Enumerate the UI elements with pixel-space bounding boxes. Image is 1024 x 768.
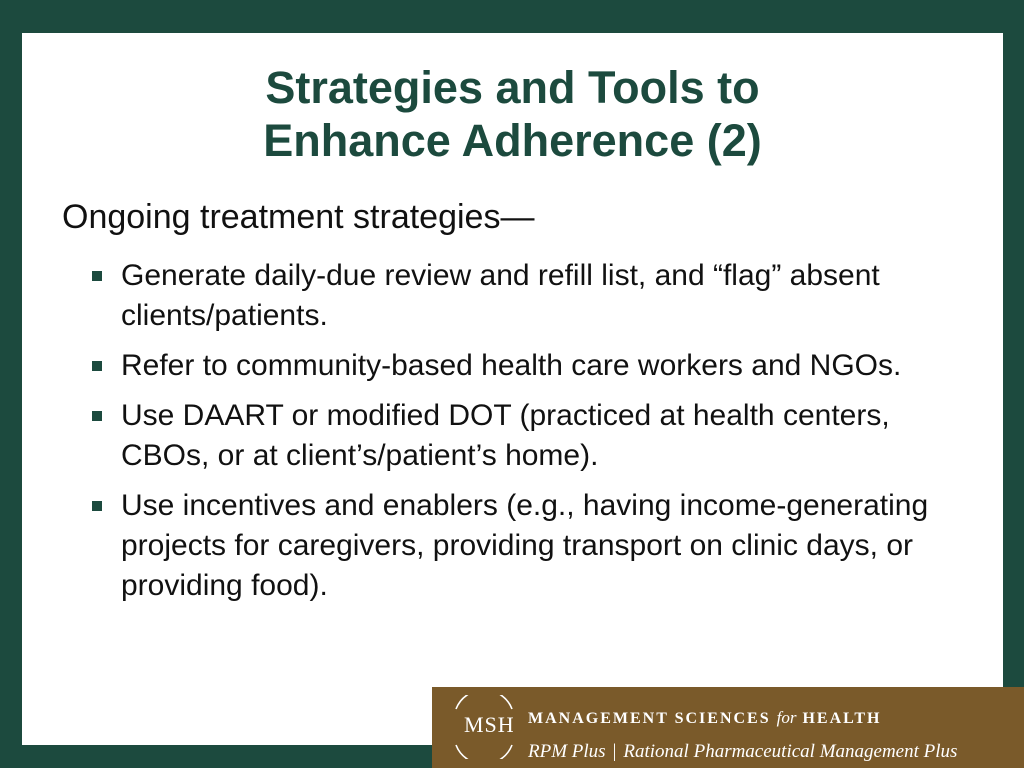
msh-logo-icon <box>444 695 524 759</box>
lead-text: Ongoing treatment strategies— <box>62 198 535 236</box>
bullet-text: Generate daily-due review and refill list, and “flag” absent clients/patients. <box>121 259 880 332</box>
bullet-square-icon <box>92 361 102 371</box>
program-separator: | <box>612 741 617 762</box>
bullet-item <box>90 256 940 336</box>
org-name-for: for <box>776 708 797 727</box>
bullet-square-icon <box>92 501 102 511</box>
program-tagline <box>528 741 957 763</box>
bullet-item <box>90 346 940 386</box>
bullet-text: Use incentives and enablers (e.g., having income-generating projects for caregivers, providing transport on clinic days, or providing food). <box>121 489 929 602</box>
title-line-2: Enhance Adherence (2) <box>263 115 762 166</box>
org-name-part1: MANAGEMENT SCIENCES <box>528 710 777 727</box>
bullet-text: Use DAART or modified DOT (practiced at health centers, CBOs, or at client’s/patient’s home). <box>121 399 890 472</box>
bullet-square-icon <box>92 271 102 281</box>
org-name-part2: HEALTH <box>796 710 882 727</box>
program-short: RPM Plus <box>528 741 606 762</box>
slide-title <box>22 61 1003 167</box>
logo-text: MSH <box>464 712 515 737</box>
bullet-item <box>90 396 940 476</box>
title-line-1: Strategies and Tools to <box>265 62 760 113</box>
bullet-item <box>90 486 940 606</box>
bullet-text: Refer to community-based health care workers and NGOs. <box>121 349 902 382</box>
bullet-list <box>90 256 940 616</box>
program-full: Rational Pharmaceutical Management Plus <box>623 741 958 762</box>
bullet-square-icon <box>92 411 102 421</box>
org-name <box>528 708 881 728</box>
slide-canvas <box>22 33 1003 745</box>
footer-banner <box>432 687 1024 768</box>
